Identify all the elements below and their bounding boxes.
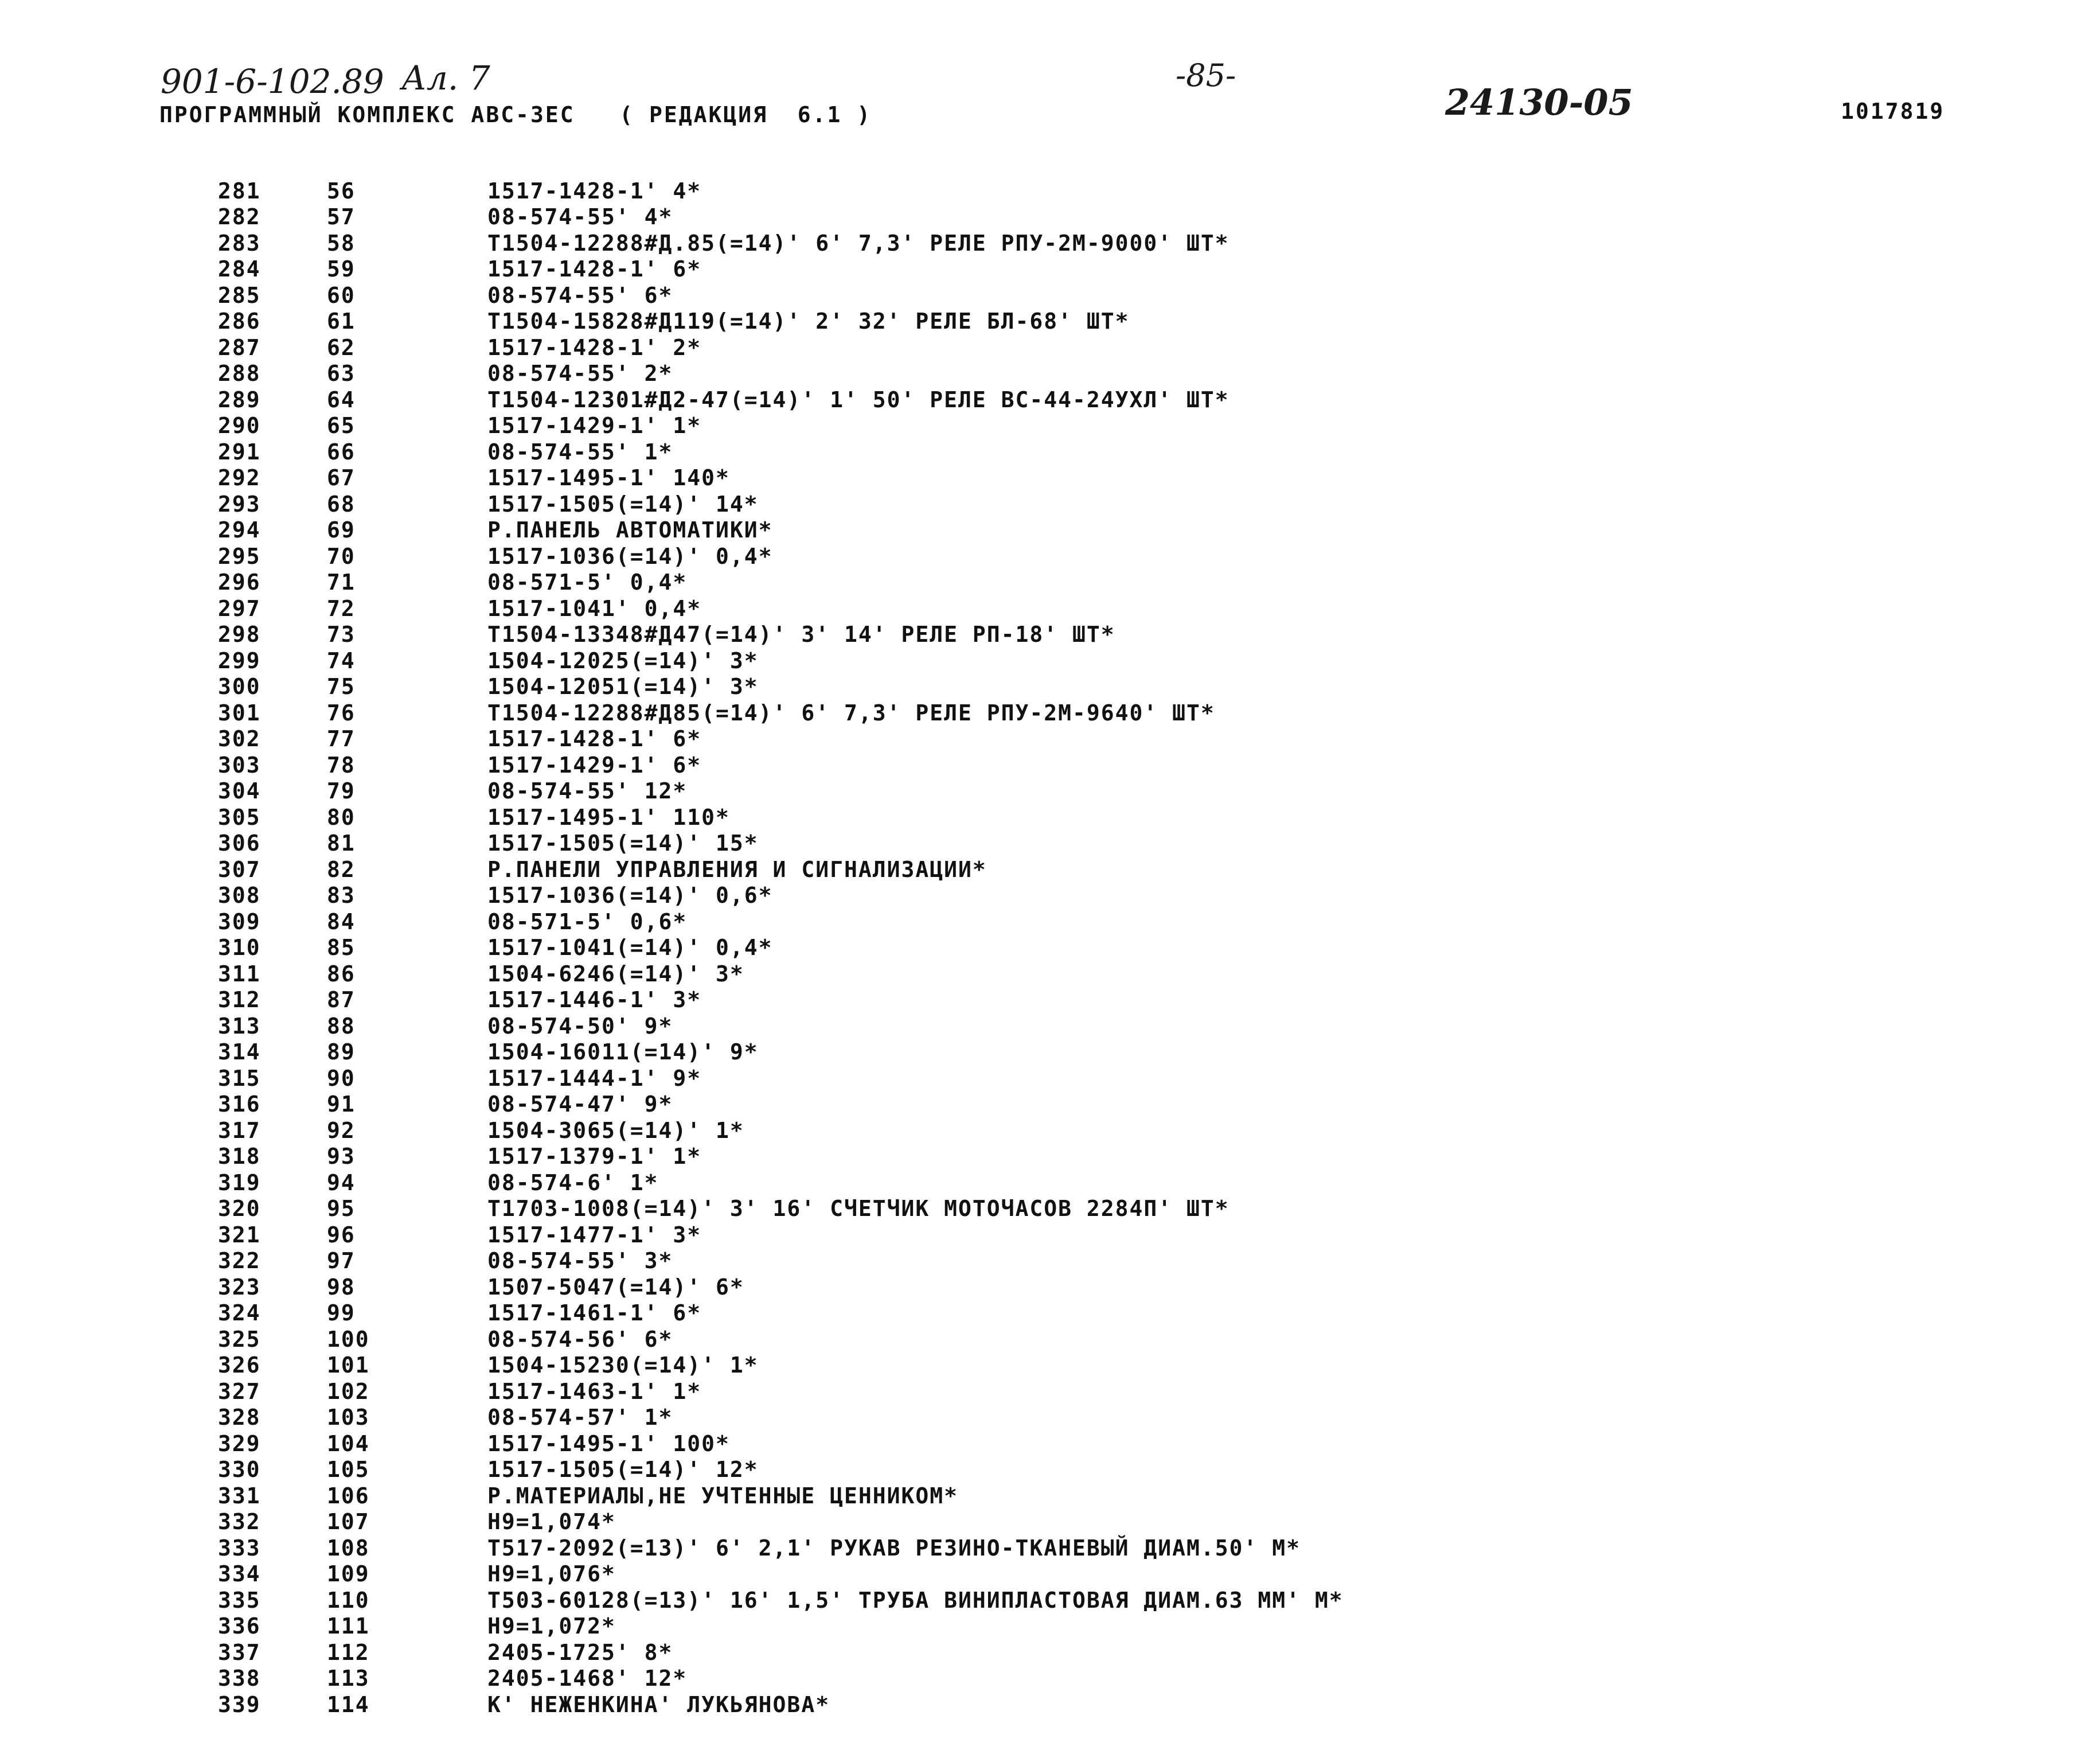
line-number: 319 (218, 1170, 261, 1195)
sequence-number: 92 (327, 1117, 356, 1143)
record-text: 08-574-55' 12* (487, 778, 688, 804)
record-text: 1517-1463-1' 1* (487, 1378, 702, 1404)
sequence-number: 81 (327, 831, 356, 856)
sequence-number: 99 (327, 1300, 356, 1326)
record-text: 1517-1379-1' 1* (487, 1144, 702, 1170)
record-text: T1504-12288#Д.85(=14)' 6' 7,3' РЕЛЕ РПУ-2М-9000' ШТ* (487, 230, 1229, 256)
sequence-number: 78 (327, 752, 356, 778)
sequence-number: 110 (327, 1587, 370, 1613)
listing-row (218, 1326, 1938, 1352)
record-text: 08-571-5' 0,6* (487, 909, 688, 934)
record-text: 1517-1429-1' 1* (487, 413, 702, 439)
listing-row (218, 230, 1938, 256)
listing-row (218, 726, 1938, 753)
listing-row (218, 256, 1938, 283)
document-code: 901-6-102.89 (161, 62, 384, 101)
sequence-number: 109 (327, 1561, 370, 1587)
sequence-number: 83 (327, 883, 356, 909)
record-text: T1703-1008(=14)' 3' 16' СЧЕТЧИК МОТОЧАСОВ 2284П' ШТ* (487, 1196, 1229, 1222)
listing-row (218, 674, 1938, 700)
sequence-number: 90 (327, 1065, 356, 1091)
record-text: 1504-3065(=14)' 1* (487, 1117, 744, 1143)
listing-row (218, 1587, 1938, 1613)
line-number: 312 (218, 987, 261, 1013)
record-text: T517-2092(=13)' 6' 2,1' РУКАВ РЕЗИНО-ТКАНЕВЫЙ ДИАМ.50' М* (487, 1535, 1301, 1561)
line-number: 297 (218, 595, 261, 621)
line-number: 310 (218, 935, 261, 961)
line-number: 287 (218, 334, 261, 360)
line-number: 292 (218, 465, 261, 491)
listing-row (218, 1196, 1938, 1222)
record-text: 1517-1446-1' 3* (487, 987, 702, 1013)
listing-row (218, 1430, 1938, 1457)
record-text: 08-574-6' 1* (487, 1170, 659, 1195)
listing-row (218, 1274, 1938, 1300)
project-code: 24130-05 (1445, 81, 1633, 123)
line-number: 309 (218, 909, 261, 934)
listing-row (218, 1613, 1938, 1640)
sequence-number: 60 (327, 282, 356, 308)
line-number: 305 (218, 804, 261, 830)
sequence-number: 66 (327, 439, 356, 465)
line-number: 334 (218, 1561, 261, 1587)
sequence-number: 111 (327, 1613, 370, 1639)
record-text: 1517-1477-1' 3* (487, 1222, 702, 1248)
sequence-number: 96 (327, 1222, 356, 1248)
record-text: 1517-1041(=14)' 0,4* (487, 935, 773, 961)
record-text: T1504-12301#Д2-47(=14)' 1' 50' РЕЛЕ ВС-44-24УХЛ' ШТ* (487, 387, 1229, 412)
record-text: Р.ПАНЕЛЬ АВТОМАТИКИ* (487, 517, 773, 543)
record-text: T1504-13348#Д47(=14)' 3' 14' РЕЛЕ РП-18' ШТ* (487, 622, 1115, 648)
sequence-number: 97 (327, 1248, 356, 1274)
record-text: T1504-15828#Д119(=14)' 2' 32' РЕЛЕ БЛ-68' ШТ* (487, 309, 1130, 334)
record-text: 1517-1505(=14)' 12* (487, 1457, 759, 1483)
listing-row (218, 1639, 1938, 1666)
sequence-number: 80 (327, 804, 356, 830)
line-number: 293 (218, 491, 261, 517)
line-number: 337 (218, 1639, 261, 1665)
record-text: 08-574-56' 6* (487, 1326, 673, 1352)
listing-row (218, 1065, 1938, 1091)
sequence-number: 76 (327, 700, 356, 726)
record-text: 1504-6246(=14)' 3* (487, 961, 744, 987)
sequence-number: 106 (327, 1483, 370, 1508)
line-number: 308 (218, 883, 261, 909)
listing-row (218, 1222, 1938, 1248)
listing-row (218, 204, 1938, 231)
sequence-number: 108 (327, 1535, 370, 1561)
line-number: 317 (218, 1117, 261, 1143)
record-text: 1517-1428-1' 2* (487, 334, 702, 360)
listing-row (218, 465, 1938, 492)
listing-row (218, 1691, 1938, 1718)
line-number: 322 (218, 1248, 261, 1274)
record-text: 1517-1495-1' 110* (487, 804, 730, 830)
record-text: 1517-1444-1' 9* (487, 1065, 702, 1091)
record-text: К' НЕЖЕНКИНА' ЛУКЬЯНОВА* (487, 1691, 830, 1717)
record-text: 08-574-47' 9* (487, 1091, 673, 1117)
listing-row (218, 543, 1938, 570)
record-text: 1517-1041' 0,4* (487, 595, 702, 621)
listing-row (218, 1483, 1938, 1509)
line-number: 307 (218, 856, 261, 882)
sequence-number: 89 (327, 1039, 356, 1065)
line-number: 298 (218, 622, 261, 648)
sequence-number: 59 (327, 256, 356, 282)
listing-row (218, 178, 1938, 204)
line-number: 318 (218, 1144, 261, 1170)
line-number: 332 (218, 1509, 261, 1535)
record-text: 1517-1505(=14)' 14* (487, 491, 759, 517)
listing-row (218, 1561, 1938, 1588)
listing-row (218, 804, 1938, 831)
line-number: 291 (218, 439, 261, 465)
sequence-number: 71 (327, 570, 356, 595)
sequence-number: 56 (327, 178, 356, 204)
sequence-number: 100 (327, 1326, 370, 1352)
line-number: 336 (218, 1613, 261, 1639)
listing-row (218, 491, 1938, 517)
line-number: 302 (218, 726, 261, 752)
line-number: 306 (218, 831, 261, 856)
listing-row (218, 1352, 1938, 1379)
listing-row (218, 387, 1938, 413)
sequence-number: 61 (327, 309, 356, 334)
sequence-number: 79 (327, 778, 356, 804)
line-number: 311 (218, 961, 261, 987)
record-text: 1517-1505(=14)' 15* (487, 831, 759, 856)
listing-row (218, 1300, 1938, 1327)
record-text: 08-574-55' 2* (487, 361, 673, 387)
sheet-label: Ал. 7 (401, 59, 490, 98)
record-text: Н9=1,072* (487, 1613, 616, 1639)
sequence-number: 58 (327, 230, 356, 256)
sequence-number: 104 (327, 1430, 370, 1456)
sequence-number: 64 (327, 387, 356, 412)
sequence-number: 68 (327, 491, 356, 517)
sequence-number: 73 (327, 622, 356, 648)
line-number: 323 (218, 1274, 261, 1300)
line-number: 285 (218, 282, 261, 308)
listing-row (218, 1405, 1938, 1431)
record-text: 1517-1495-1' 100* (487, 1430, 730, 1456)
sequence-number: 72 (327, 595, 356, 621)
sequence-number: 85 (327, 935, 356, 961)
line-number: 281 (218, 178, 261, 204)
line-number: 326 (218, 1352, 261, 1378)
record-text: 1504-12051(=14)' 3* (487, 674, 759, 700)
sequence-number: 112 (327, 1639, 370, 1665)
listing-row (218, 439, 1938, 465)
record-text: 08-574-57' 1* (487, 1405, 673, 1430)
sequence-number: 101 (327, 1352, 370, 1378)
listing-row (218, 752, 1938, 778)
record-text: T1504-12288#Д85(=14)' 6' 7,3' РЕЛЕ РПУ-2М-9640' ШТ* (487, 700, 1215, 726)
sequence-number: 94 (327, 1170, 356, 1195)
listing-row (218, 1170, 1938, 1196)
listing-row (218, 622, 1938, 648)
sequence-number: 102 (327, 1378, 370, 1404)
record-text: Н9=1,076* (487, 1561, 616, 1587)
record-text: 1517-1428-1' 4* (487, 178, 702, 204)
line-number: 338 (218, 1666, 261, 1691)
sequence-number: 57 (327, 204, 356, 230)
line-number: 313 (218, 1013, 261, 1039)
listing-row (218, 361, 1938, 387)
line-number: 329 (218, 1430, 261, 1456)
line-number: 282 (218, 204, 261, 230)
line-number: 328 (218, 1405, 261, 1430)
line-number: 296 (218, 570, 261, 595)
listing-row (218, 1117, 1938, 1144)
listing-row (218, 909, 1938, 935)
record-text: Р.МАТЕРИАЛЫ,НЕ УЧТЕННЫЕ ЦЕННИКОМ* (487, 1483, 958, 1508)
listing-row (218, 648, 1938, 674)
listing-row (218, 1013, 1938, 1039)
line-number: 286 (218, 309, 261, 334)
line-number: 295 (218, 543, 261, 569)
record-text: 1517-1495-1' 140* (487, 465, 730, 491)
record-text: 1507-5047(=14)' 6* (487, 1274, 744, 1300)
listing-id: 1017819 (1841, 99, 1945, 124)
sequence-number: 88 (327, 1013, 356, 1039)
listing-row (218, 831, 1938, 857)
sequence-number: 86 (327, 961, 356, 987)
record-text: Н9=1,074* (487, 1509, 616, 1535)
listing-row (218, 883, 1938, 909)
page-number: -85- (1176, 57, 1236, 93)
record-text: 08-574-55' 4* (487, 204, 673, 230)
line-number: 301 (218, 700, 261, 726)
listing-row (218, 1248, 1938, 1274)
sequence-number: 103 (327, 1405, 370, 1430)
line-number: 324 (218, 1300, 261, 1326)
sequence-number: 70 (327, 543, 356, 569)
line-number: 294 (218, 517, 261, 543)
line-number: 314 (218, 1039, 261, 1065)
record-text: 1517-1428-1' 6* (487, 256, 702, 282)
line-number: 290 (218, 413, 261, 439)
listing-row (218, 1039, 1938, 1066)
sequence-number: 75 (327, 674, 356, 700)
listing-row (218, 334, 1938, 361)
sequence-number: 93 (327, 1144, 356, 1170)
sequence-number: 82 (327, 856, 356, 882)
record-text: 08-574-55' 6* (487, 282, 673, 308)
listing-row (218, 1144, 1938, 1170)
program-header: ПРОГРАММНЫЙ КОМПЛЕКС АВС-3ЕС ( РЕДАКЦИЯ 6.1 ) (159, 102, 872, 127)
listing-row (218, 700, 1938, 726)
listing-row (218, 856, 1938, 883)
record-text: 2405-1725' 8* (487, 1639, 673, 1665)
listing-row (218, 570, 1938, 596)
record-text: T503-60128(=13)' 16' 1,5' ТРУБА ВИНИПЛАСТОВАЯ ДИАМ.63 ММ' М* (487, 1587, 1344, 1613)
sequence-number: 63 (327, 361, 356, 387)
record-text: 1517-1461-1' 6* (487, 1300, 702, 1326)
line-number: 320 (218, 1196, 261, 1222)
sequence-number: 69 (327, 517, 356, 543)
sequence-number: 65 (327, 413, 356, 439)
record-text: 2405-1468' 12* (487, 1666, 688, 1691)
listing-row (218, 282, 1938, 309)
record-text: Р.ПАНЕЛИ УПРАВЛЕНИЯ И СИГНАЛИЗАЦИИ* (487, 856, 987, 882)
line-number: 327 (218, 1378, 261, 1404)
sequence-number: 98 (327, 1274, 356, 1300)
sequence-number: 77 (327, 726, 356, 752)
line-number: 330 (218, 1457, 261, 1483)
line-number: 315 (218, 1065, 261, 1091)
record-text: 1504-16011(=14)' 9* (487, 1039, 759, 1065)
record-text: 1504-15230(=14)' 1* (487, 1352, 759, 1378)
listing-row (218, 413, 1938, 439)
line-number: 284 (218, 256, 261, 282)
record-text: 08-574-55' 1* (487, 439, 673, 465)
record-text: 08-574-55' 3* (487, 1248, 673, 1274)
sequence-number: 113 (327, 1666, 370, 1691)
record-text: 1517-1428-1' 6* (487, 726, 702, 752)
listing-body (218, 178, 1938, 1718)
listing-row (218, 778, 1938, 805)
line-number: 339 (218, 1691, 261, 1717)
line-number: 316 (218, 1091, 261, 1117)
listing-row (218, 1666, 1938, 1692)
line-number: 299 (218, 648, 261, 673)
listing-row (218, 309, 1938, 335)
sequence-number: 91 (327, 1091, 356, 1117)
line-number: 303 (218, 752, 261, 778)
listing-row (218, 961, 1938, 987)
listing-row (218, 935, 1938, 961)
sequence-number: 95 (327, 1196, 356, 1222)
line-number: 288 (218, 361, 261, 387)
line-number: 283 (218, 230, 261, 256)
line-number: 333 (218, 1535, 261, 1561)
listing-row (218, 1535, 1938, 1561)
record-text: 1517-1036(=14)' 0,4* (487, 543, 773, 569)
sequence-number: 74 (327, 648, 356, 673)
listing-row (218, 987, 1938, 1013)
record-text: 1504-12025(=14)' 3* (487, 648, 759, 673)
line-number: 304 (218, 778, 261, 804)
listing-row (218, 1378, 1938, 1405)
line-number: 289 (218, 387, 261, 412)
sequence-number: 105 (327, 1457, 370, 1483)
listing-row (218, 1509, 1938, 1535)
sequence-number: 114 (327, 1691, 370, 1717)
sequence-number: 84 (327, 909, 356, 934)
record-text: 08-574-50' 9* (487, 1013, 673, 1039)
listing-row (218, 517, 1938, 544)
line-number: 325 (218, 1326, 261, 1352)
listing-row (218, 1457, 1938, 1483)
record-text: 08-571-5' 0,4* (487, 570, 688, 595)
line-number: 331 (218, 1483, 261, 1508)
sequence-number: 62 (327, 334, 356, 360)
listing-row (218, 1091, 1938, 1118)
sequence-number: 87 (327, 987, 356, 1013)
line-number: 321 (218, 1222, 261, 1248)
line-number: 335 (218, 1587, 261, 1613)
record-text: 1517-1036(=14)' 0,6* (487, 883, 773, 909)
sequence-number: 67 (327, 465, 356, 491)
record-text: 1517-1429-1' 6* (487, 752, 702, 778)
line-number: 300 (218, 674, 261, 700)
sequence-number: 107 (327, 1509, 370, 1535)
listing-row (218, 595, 1938, 622)
